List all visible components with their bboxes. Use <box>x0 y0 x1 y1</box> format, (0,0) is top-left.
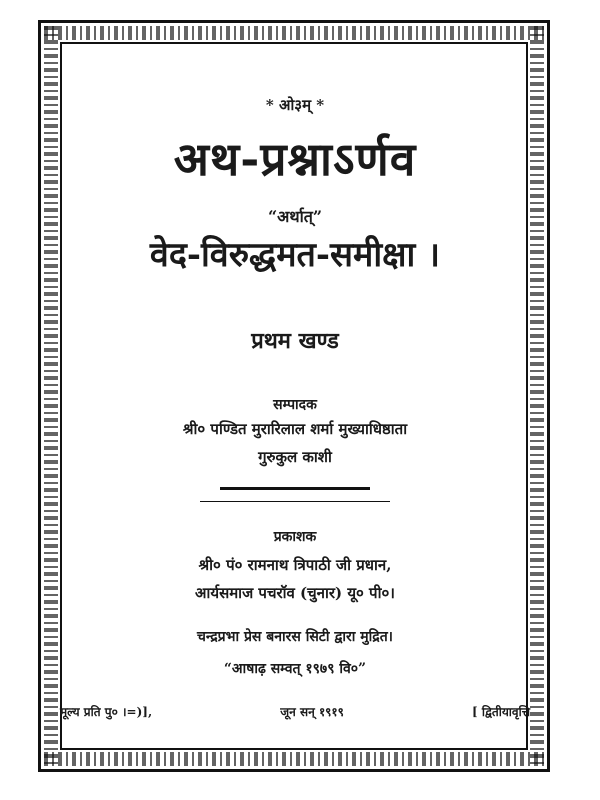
print-date: जून सन् १९१९ <box>280 705 344 719</box>
editor-name: श्री० पण्डित मुरारिलाल शर्मा मुख्याधिष्ठाता <box>182 420 408 438</box>
divider-thin <box>200 501 390 502</box>
arthat-connector: “अर्थात्” <box>267 207 323 226</box>
book-subtitle: वेद-विरुद्धमत-समीक्षा । <box>149 235 441 275</box>
title-page-content <box>60 55 530 745</box>
price: मूल्य प्रति पु० ।=)], <box>60 705 153 719</box>
volume-label: प्रथम खण्ड <box>251 328 339 354</box>
publisher-place: आर्यसमाज पचरॉव (चुनार) यू० पी०। <box>195 584 395 602</box>
invocation: * ओ३म् * <box>265 96 325 114</box>
editor-place: गुरुकुल काशी <box>258 448 332 466</box>
divider-thick <box>220 487 370 490</box>
editor-label: सम्पादक <box>273 397 317 413</box>
edition: [ द्वितीयावृत्ति <box>472 705 530 719</box>
footer <box>60 703 530 720</box>
press-line: चन्द्रप्रभा प्रेस बनारस सिटी द्वारा मुद्रित। <box>197 629 393 645</box>
publisher-label: प्रकाशक <box>273 529 317 545</box>
book-title: अथ-प्रश्नाऽर्णव <box>173 132 417 186</box>
samvat-date: “आषाढ़ सम्वत् १९७९ वि०” <box>223 661 367 677</box>
publisher-name: श्री० पं० रामनाथ त्रिपाठी जी प्रधान, <box>198 556 392 574</box>
